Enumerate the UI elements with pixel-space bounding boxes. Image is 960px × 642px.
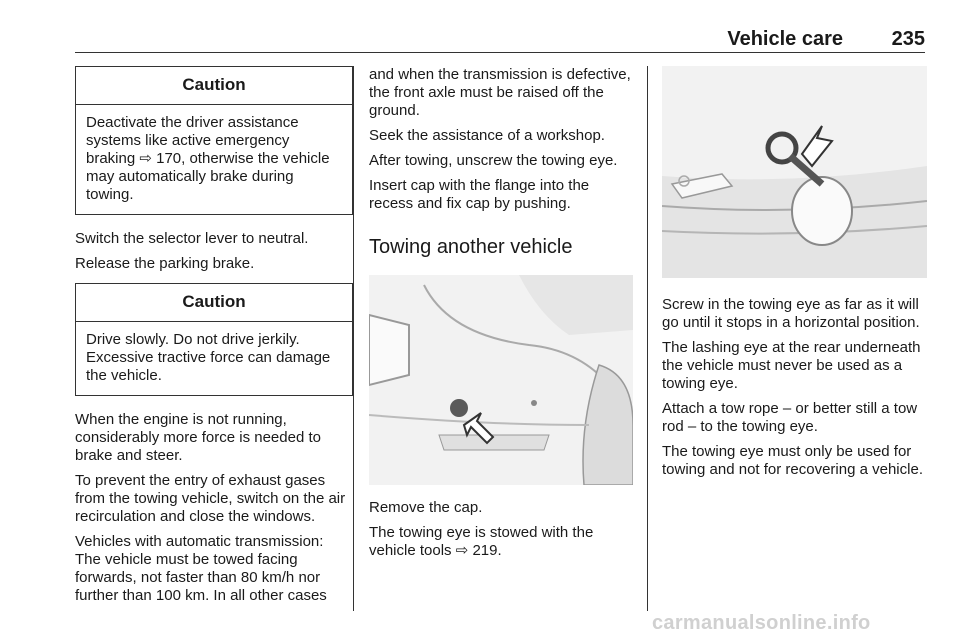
paragraph: Seek the assistance of a workshop. bbox=[369, 127, 605, 144]
paragraph: The towing eye is stowed with the vehicle tools ⇨ 219. bbox=[369, 524, 594, 559]
paragraph: Release the parking brake. bbox=[75, 255, 255, 272]
rear-bumper-cap-illustration bbox=[369, 275, 633, 485]
paragraph: Switch the selector lever to neutral. bbox=[75, 230, 309, 247]
section-heading: Towing another vehicle bbox=[369, 236, 573, 258]
page-header bbox=[75, 26, 925, 53]
caution-title: Caution bbox=[76, 67, 352, 105]
caution-text: Deactivate the driver assistance systems like active emergency braking ⇨ 170, otherwise the vehicle may automatically brake during towing. bbox=[86, 114, 330, 203]
paragraph: Screw in the towing eye as far as it will go until it stops in a horizontal position. bbox=[662, 296, 920, 331]
paragraph: and when the transmission is defective, the front axle must be raised off the ground. bbox=[369, 66, 631, 119]
column-divider bbox=[353, 66, 354, 611]
paragraph: Remove the cap. bbox=[369, 499, 483, 516]
column-2 bbox=[369, 66, 633, 567]
caution-box-1 bbox=[75, 66, 353, 215]
column-1 bbox=[75, 66, 353, 612]
paragraph: When the engine is not running, considerably more force is needed to brake and steer. bbox=[75, 411, 321, 464]
paragraph: Vehicles with automatic transmission: The vehicle must be towed facing forwards, not faster than 80 km/h nor further than 100 km. In all other cases bbox=[75, 533, 327, 604]
watermark: carmanualsonline.info bbox=[652, 612, 871, 634]
paragraph: The towing eye must only be used for towing and not for recovering a vehicle. bbox=[662, 443, 923, 478]
paragraph: Insert cap with the flange into the recess and fix cap by pushing. bbox=[369, 177, 590, 212]
column-3 bbox=[662, 66, 927, 486]
caution-title: Caution bbox=[76, 284, 352, 322]
paragraph: Attach a tow rope – or better still a tow rod – to the towing eye. bbox=[662, 400, 918, 435]
page-number: 235 bbox=[891, 28, 925, 50]
column-divider bbox=[647, 66, 648, 611]
paragraph: After towing, unscrew the towing eye. bbox=[369, 152, 618, 169]
caution-text: Drive slowly. Do not drive jerkily. Excessive tractive force can damage the vehicle. bbox=[86, 331, 331, 384]
section-title: Vehicle care bbox=[727, 28, 843, 50]
towing-eye-illustration bbox=[662, 66, 927, 278]
paragraph: To prevent the entry of exhaust gases from the towing vehicle, switch on the air recirculation and close the windows. bbox=[75, 472, 346, 525]
paragraph: The lashing eye at the rear underneath the vehicle must never be used as a towing eye. bbox=[662, 339, 921, 392]
caution-box-2 bbox=[75, 283, 353, 396]
